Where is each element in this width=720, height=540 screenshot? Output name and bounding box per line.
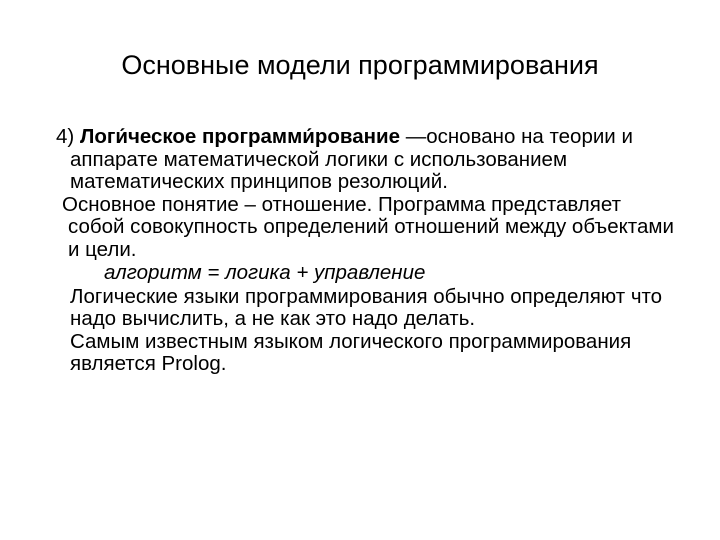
formula-algorithm: алгоритм = логика + управление (104, 261, 426, 284)
paragraph-prolog: Самым известным языком логического программирования является Prolog. (70, 329, 632, 375)
term-logic-programming: Логи́ческое программи́рование (79, 125, 401, 148)
paragraph-logic-programming (56, 126, 676, 194)
slide-body (56, 126, 676, 376)
item-number: 4) (56, 125, 80, 148)
slide-title: Основные модели программирования (121, 50, 599, 80)
paragraph-main-concept: Основное понятие – отношение. Программа представляет собой совокупность определений отношений между объектами и цели. (62, 192, 674, 261)
paragraph-declarative: Логические языки программирования обычно определяют что надо вычислить, а не как это надо делать. (70, 284, 663, 330)
definition-text: —основано на теории и аппарате математической логики с использованием математических принципов резолюций. (70, 125, 633, 193)
